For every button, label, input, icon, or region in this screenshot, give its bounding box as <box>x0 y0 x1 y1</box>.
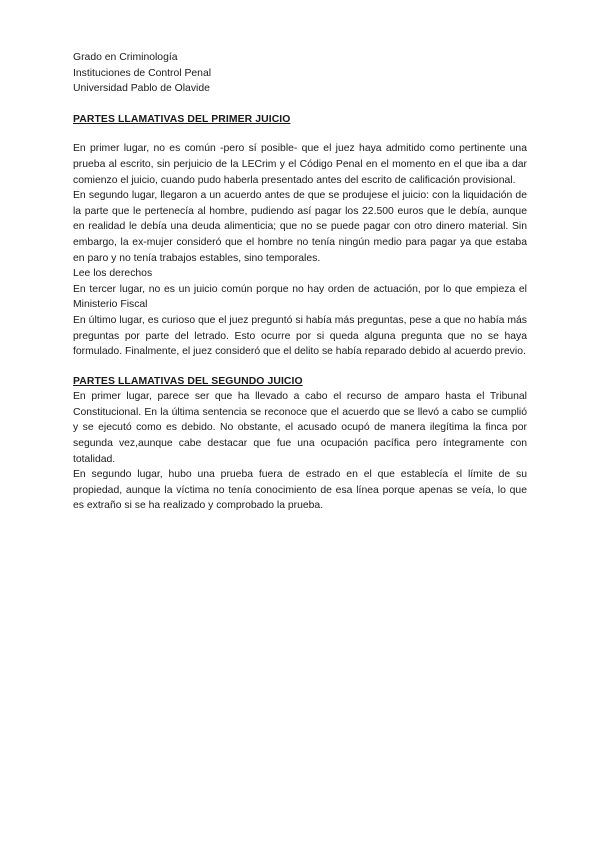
university-name: Universidad Pablo de Olavide <box>73 83 210 95</box>
section-2-paragraph-1: En primer lugar, parece ser que ha llevado a cabo el recurso de amparo hasta el Tribunal Constitucional. En la última sentencia se reconoce que el acuerdo que se llevó a cabo se cumplió y se ejecutó como es debido. No obstante, el acusado ocupó de manera ilegítima la finca por segunda vez,aunque cabe destacar que fue una ocupación pacífica pero íntegramente con totalidad. <box>73 391 527 465</box>
section-1-paragraph-5: En último lugar, es curioso que el juez preguntó si había más preguntas, pese a que no había más preguntas por parte del letrado. Esto ocurre por si queda alguna pregunta que no se haya formulado. Finalmente, el juez consideró que el delito se había reparado debido al acuerdo previo. <box>73 314 527 358</box>
section-1-paragraph-1: En primer lugar, no es común -pero sí posible- que el juez haya admitido como pertinente una prueba al escrito, sin perjuicio de la LECrim y el Código Penal en el momento en el que iba a dar comienzo el juicio, cuando pudo haberla presentado antes del escrito de calificación provisional. <box>73 143 527 186</box>
section-2-paragraph-2: En segundo lugar, hubo una prueba fuera de estrado en el que establecía el límite de su propiedad, aunque la víctima no tenía conocimiento de esa línea porque apenas se veía, lo que es extraño si se ha realizado y comprobado la prueba. <box>73 469 527 512</box>
section-1-paragraph-3: Lee los derechos <box>73 268 153 280</box>
course-name: Instituciones de Control Penal <box>73 67 212 79</box>
section-1-heading: PARTES LLAMATIVAS DEL PRIMER JUICIO <box>73 113 291 125</box>
degree-name: Grado en Criminología <box>73 52 178 63</box>
section-1-paragraph-4: En tercer lugar, no es un juicio común porque no hay orden de actuación, por lo que empieza el Ministerio Fiscal <box>73 283 527 311</box>
heading-spacer <box>73 127 527 141</box>
section-2-heading: PARTES LLAMATIVAS DEL SEGUNDO JUICIO <box>73 375 303 387</box>
section-1-paragraph-2: En segundo lugar, llegaron a un acuerdo antes de que se produjese el juicio: con la liquidación de la parte que le pertenecía al hombre, pudiendo así pagar los 22.500 euros que le debía, aunque en realidad le debía una deuda alimenticia; que no se puede pagar con otro dinero material. Sin embargo, la ex-mujer consideró que el hombre no tenía ningún medio para pagar ya que estaba en paro y no tenía trabajos estables, sino temporales. <box>73 190 527 264</box>
document-body <box>73 50 527 514</box>
